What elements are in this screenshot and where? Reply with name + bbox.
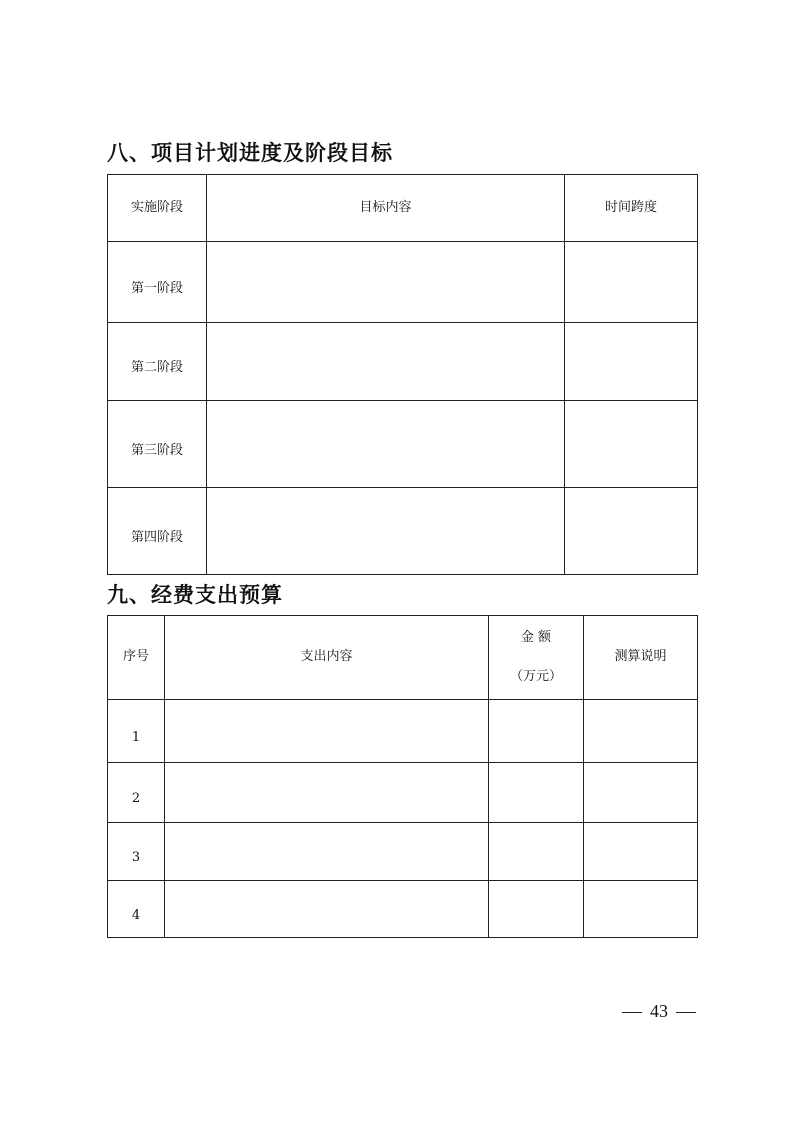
stage-label: 第一阶段 — [108, 242, 207, 323]
table-row — [108, 488, 698, 575]
time-span-cell[interactable] — [565, 242, 698, 323]
table-row — [108, 881, 698, 938]
time-span-cell[interactable] — [565, 488, 698, 575]
header-serial-number: 序号 — [108, 616, 165, 700]
stage-label: 第四阶段 — [108, 488, 207, 575]
table-row — [108, 700, 698, 763]
table-header-row — [108, 616, 698, 700]
time-span-cell[interactable] — [565, 323, 698, 401]
amount-cell[interactable] — [489, 823, 584, 881]
dash-left — [622, 1012, 642, 1013]
expense-content-cell[interactable] — [165, 881, 489, 938]
expense-content-cell[interactable] — [165, 700, 489, 763]
amount-unit-label: （万元） — [509, 668, 562, 684]
section-8-heading: 八、项目计划进度及阶段目标 — [107, 141, 393, 165]
amount-cell[interactable] — [489, 700, 584, 763]
header-stage: 实施阶段 — [108, 175, 207, 242]
table-row — [108, 823, 698, 881]
goal-content-cell[interactable] — [207, 401, 565, 488]
dash-right — [676, 1012, 696, 1013]
goal-content-cell[interactable] — [207, 488, 565, 575]
page-number-footer — [614, 1001, 704, 1022]
expense-content-cell[interactable] — [165, 823, 489, 881]
schedule-table — [107, 174, 698, 575]
stage-label: 第三阶段 — [108, 401, 207, 488]
table-row — [108, 242, 698, 323]
time-span-cell[interactable] — [565, 401, 698, 488]
amount-cell[interactable] — [489, 763, 584, 823]
amount-label: 金 额 — [520, 629, 552, 645]
goal-content-cell[interactable] — [207, 242, 565, 323]
serial-number: 3 — [108, 823, 165, 881]
header-calculation-note: 测算说明 — [584, 616, 698, 700]
header-goal-content: 目标内容 — [207, 175, 565, 242]
table-row — [108, 323, 698, 401]
header-expense-content: 支出内容 — [165, 616, 489, 700]
goal-content-cell[interactable] — [207, 323, 565, 401]
stage-label: 第二阶段 — [108, 323, 207, 401]
section-9-heading: 九、经费支出预算 — [107, 583, 283, 607]
table-row — [108, 763, 698, 823]
amount-cell[interactable] — [489, 881, 584, 938]
calculation-note-cell[interactable] — [584, 763, 698, 823]
header-time-span: 时间跨度 — [565, 175, 698, 242]
header-amount — [489, 616, 584, 700]
calculation-note-cell[interactable] — [584, 881, 698, 938]
calculation-note-cell[interactable] — [584, 823, 698, 881]
page-number: 43 — [650, 1001, 668, 1021]
serial-number: 4 — [108, 881, 165, 938]
budget-table — [107, 615, 698, 938]
expense-content-cell[interactable] — [165, 763, 489, 823]
serial-number: 1 — [108, 700, 165, 763]
serial-number: 2 — [108, 763, 165, 823]
table-header-row — [108, 175, 698, 242]
calculation-note-cell[interactable] — [584, 700, 698, 763]
table-row — [108, 401, 698, 488]
